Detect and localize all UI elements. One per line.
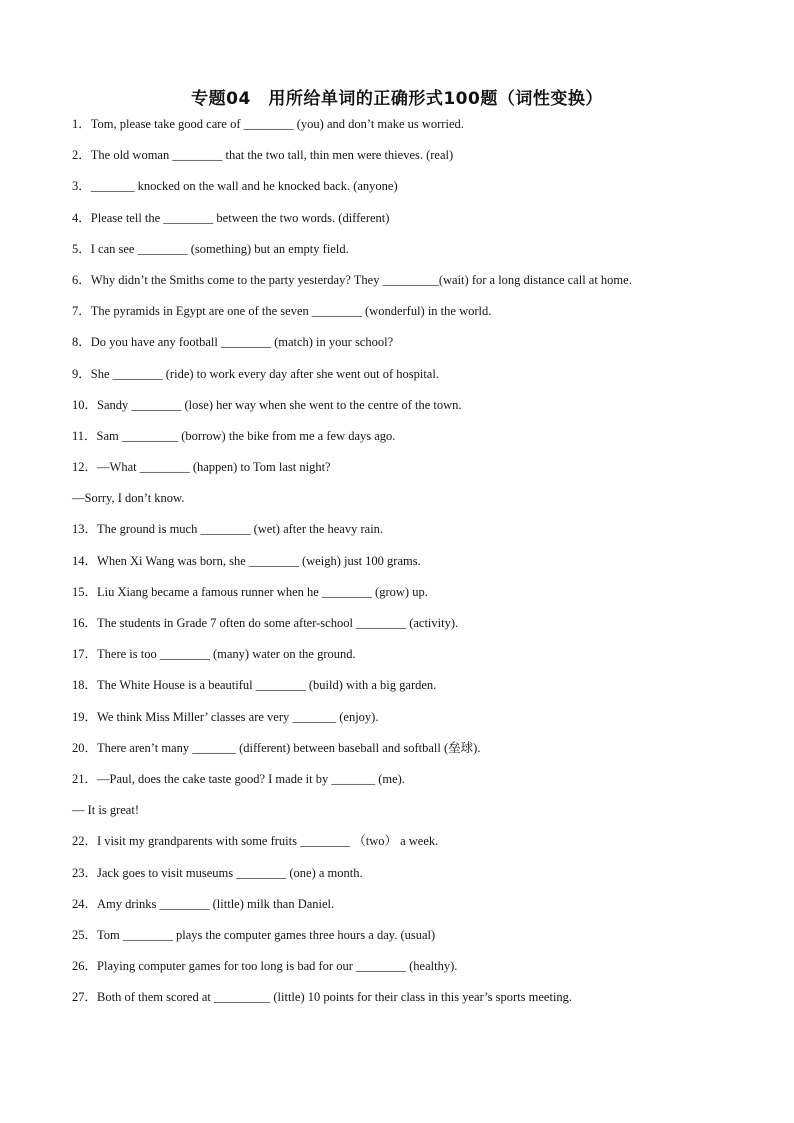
question-line — [72, 615, 752, 631]
question-number: 7． — [72, 304, 91, 319]
question-line — [72, 178, 752, 194]
question-number: 9． — [72, 366, 91, 381]
question-text: There aren’t many _______ (different) between baseball and softball (垒球). — [97, 740, 481, 755]
question-text: I can see ________ (something) but an empty field. — [90, 241, 349, 256]
question-line — [72, 459, 752, 475]
question-text: Both of them scored at _________ (little) 10 points for their class in this year’s sports meeting. — [97, 990, 573, 1005]
question-line — [72, 896, 752, 912]
question-list — [72, 116, 752, 1020]
question-line — [72, 147, 752, 163]
question-text: Amy drinks ________ (little) milk than Daniel. — [97, 896, 335, 911]
question-line — [72, 428, 752, 444]
question-line — [72, 646, 752, 662]
question-text: Sam _________ (borrow) the bike from me a few days ago. — [96, 428, 396, 443]
answer-line — [72, 490, 752, 506]
question-line — [72, 303, 752, 319]
question-text: Liu Xiang became a famous runner when he ________ (grow) up. — [97, 584, 428, 599]
question-line — [72, 677, 752, 693]
question-line — [72, 833, 752, 849]
question-number: 6． — [72, 272, 91, 287]
question-line — [72, 397, 752, 413]
question-text: The students in Grade 7 often do some after-school ________ (activity). — [97, 616, 459, 630]
question-text: The ground is much ________ (wet) after the heavy rain. — [97, 522, 384, 537]
question-text: Sandy ________ (lose) her way when she went to the centre of the town. — [97, 397, 462, 412]
question-line — [72, 958, 752, 974]
question-number: 26． — [72, 959, 98, 974]
question-number: 2． — [72, 148, 91, 163]
question-text: Please tell the ________ between the two words. (different) — [90, 210, 390, 225]
question-number: 14． — [72, 553, 98, 568]
question-number: 22． — [72, 834, 98, 849]
question-text: —Paul, does the cake taste good? I made it by _______ (me). — [97, 771, 405, 786]
question-line — [72, 553, 752, 569]
question-number: 21． — [72, 771, 98, 786]
question-number: 1． — [72, 117, 91, 131]
question-line — [72, 272, 752, 288]
question-line — [72, 927, 752, 943]
question-line — [72, 521, 752, 537]
question-text: _______ knocked on the wall and he knocked back. (anyone) — [90, 179, 398, 194]
question-number: 16． — [72, 616, 98, 630]
question-number: 10． — [72, 397, 98, 412]
question-number: 11． — [72, 428, 97, 443]
question-text: Why didn’t the Smiths come to the party yesterday? They _________(wait) for a long distance call at home. — [90, 272, 632, 287]
question-line — [72, 771, 752, 787]
question-line — [72, 334, 752, 350]
question-text: The old woman ________ that the two tall, thin men were thieves. (real) — [90, 148, 454, 163]
question-text: We think Miss Miller’ classes are very _______ (enjoy). — [97, 709, 379, 724]
question-line — [72, 709, 752, 725]
question-number: 4． — [72, 210, 91, 225]
question-number: 12． — [72, 460, 98, 475]
question-line — [72, 210, 752, 226]
question-text: There is too ________ (many) water on the ground. — [97, 647, 356, 662]
question-text: The pyramids in Egypt are one of the seven ________ (wonderful) in the world. — [90, 304, 492, 319]
question-text: When Xi Wang was born, she ________ (weigh) just 100 grams. — [97, 553, 421, 568]
question-line — [72, 989, 752, 1005]
question-text: —Sorry, I don’t know. — [72, 491, 185, 506]
question-number: 15． — [72, 584, 98, 599]
question-number: 25． — [72, 927, 98, 942]
question-text: Do you have any football ________ (match) in your school? — [90, 335, 394, 350]
question-text: Tom, please take good care of ________ (you) and don’t make us worried. — [90, 117, 464, 131]
question-text: The White House is a beautiful ________ (build) with a big garden. — [97, 678, 437, 693]
question-number: 27． — [72, 990, 98, 1005]
question-line — [72, 584, 752, 600]
question-text: Tom ________ plays the computer games three hours a day. (usual) — [97, 927, 436, 942]
question-text: She ________ (ride) to work every day after she went out of hospital. — [90, 366, 439, 381]
question-number: 8． — [72, 335, 91, 350]
question-number: 20． — [72, 740, 98, 755]
question-text: —What ________ (happen) to Tom last night? — [97, 460, 331, 475]
question-line — [72, 241, 752, 257]
question-number: 19． — [72, 709, 98, 724]
page-title: 专题04 用所给单词的正确形式100题（词性变换） — [191, 89, 603, 109]
question-number: 18． — [72, 678, 98, 693]
question-number: 24． — [72, 896, 98, 911]
question-text: — It is great! — [72, 803, 139, 818]
question-number: 13． — [72, 522, 98, 537]
question-number: 3． — [72, 179, 91, 194]
question-number: 5． — [72, 241, 91, 256]
question-line — [72, 740, 752, 756]
question-number: 23． — [72, 865, 98, 880]
question-text: Jack goes to visit museums ________ (one) a month. — [97, 865, 363, 880]
question-text: I visit my grandparents with some fruits ________ （two） a week. — [97, 834, 439, 849]
question-line — [72, 116, 752, 132]
answer-line — [72, 802, 752, 818]
question-line — [72, 366, 752, 382]
question-text: Playing computer games for too long is bad for our ________ (healthy). — [97, 959, 458, 974]
question-line — [72, 865, 752, 881]
question-number: 17． — [72, 647, 98, 662]
